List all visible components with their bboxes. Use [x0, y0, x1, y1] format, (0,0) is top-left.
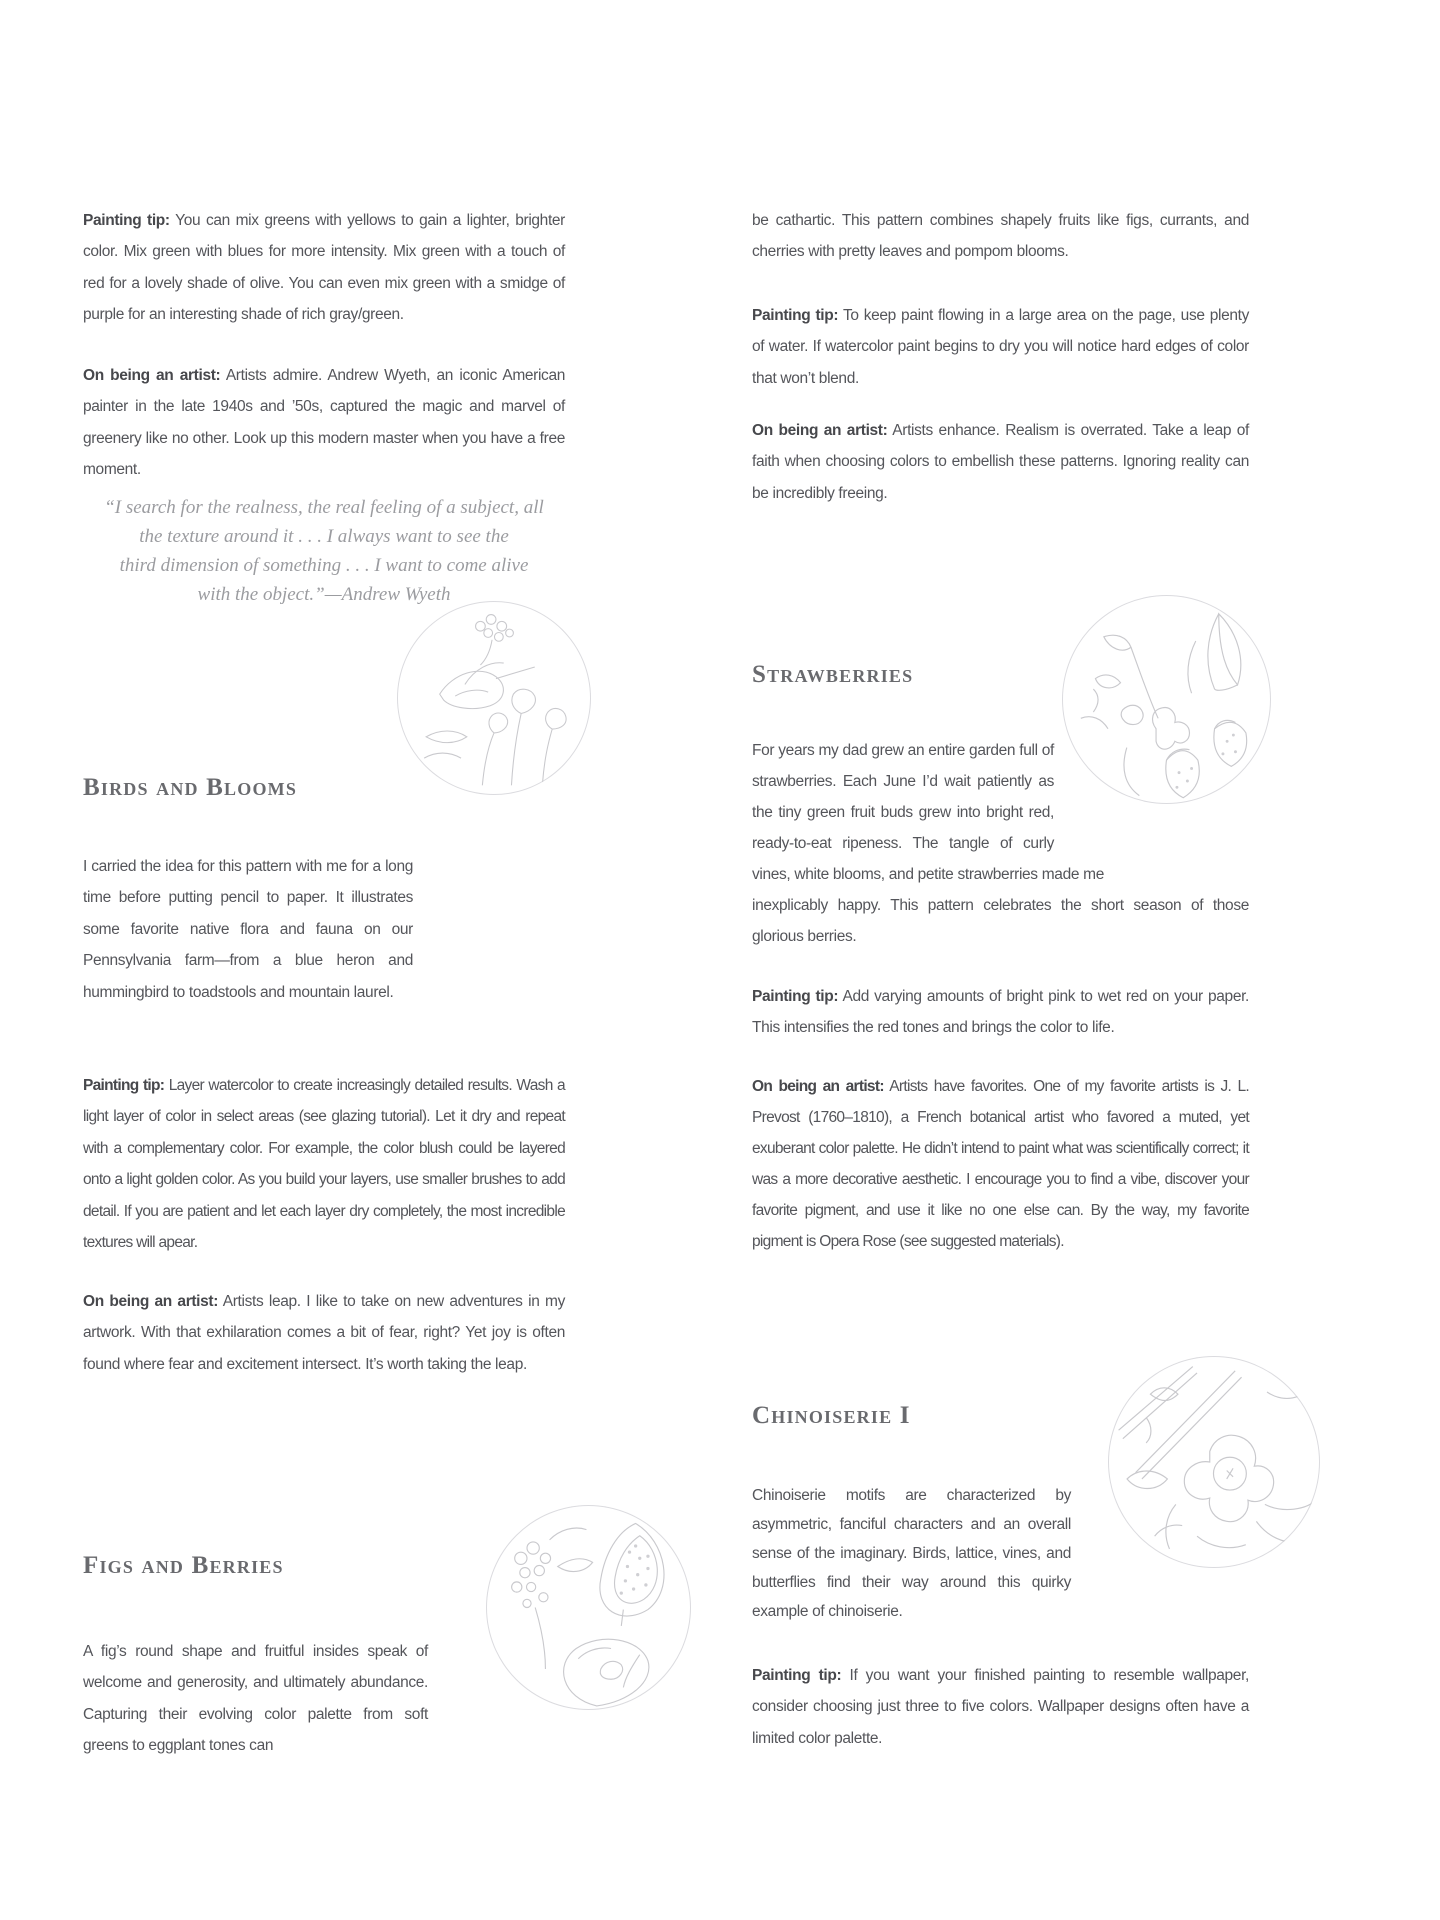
- fig-berries-line-art: [486, 1505, 691, 1710]
- painting-tip-greens-text: You can mix greens with yellows to gain a lighter, brighter color. Mix green with blues for more intensity. Mix green with a touch of red for a lovely shade of olive. You can even mix green with a smidge of purple for an interesting shade of rich gray/green.: [83, 211, 565, 323]
- on-being-an-artist-label: On being an artist:: [83, 366, 221, 384]
- chinoiserie-intro-paragraph: [752, 1481, 1249, 1626]
- artist-enhance-text: Artists enhance. Realism is overrated. Take a leap of faith when choosing colors to embellish these patterns. Ignoring reality can be incredibly freeing.: [752, 421, 1250, 502]
- text-wrap-spacer: [1071, 1481, 1249, 1597]
- quote-line: third dimension of something . . . I want to come alive: [119, 555, 529, 576]
- hummingbird-flowers-line-art: [397, 601, 591, 795]
- painting-tip-pink-paragraph: [752, 981, 1249, 1044]
- strawberries-intro-paragraph: [752, 735, 1249, 952]
- artist-favorites-paragraph: [752, 1071, 1249, 1257]
- section-heading-chinoiserie-1: Chinoiserie I: [752, 1401, 911, 1429]
- quote-line: with the object.”—Andrew Wyeth: [197, 584, 451, 605]
- figs-intro-paragraph: [83, 1636, 428, 1762]
- wyeth-quote: [83, 493, 565, 609]
- painting-tip-water-paragraph: [752, 300, 1249, 395]
- section-heading-strawberries: Strawberries: [752, 660, 914, 688]
- chinoiserie-intro-text: Chinoiserie motifs are characterized by asymmetric, fanciful characters and an overall sense of the imaginary. Birds, lattice, vines, and butterflies find their way around this quirky example of chinoiserie.: [752, 1486, 1071, 1620]
- painting-tip-label: Painting tip:: [752, 987, 839, 1005]
- artist-admire-paragraph: [83, 360, 565, 486]
- quote-line: the texture around it . . . I always want to see the: [139, 526, 509, 547]
- text-wrap-spacer: [1054, 735, 1249, 859]
- figs-intro-text: A fig’s round shape and fruitful insides speak of welcome and generosity, and ultimately abundance. Capturing their evolving color palette from soft greens to eggplant tones can: [83, 1642, 428, 1754]
- on-being-an-artist-label: On being an artist:: [752, 1077, 884, 1095]
- painting-tip-pink-text: Add varying amounts of bright pink to wet red on your paper. This intensifies the red tones and brings the color to life.: [752, 987, 1249, 1036]
- section-heading-birds-and-blooms: Birds and Blooms: [83, 773, 298, 801]
- painting-tip-wallpaper-text: If you want your finished painting to resemble wallpaper, consider choosing just three to five colors. Wallpaper designs often have a limited color palette.: [752, 1666, 1249, 1747]
- painting-tip-wallpaper-paragraph: [752, 1660, 1249, 1755]
- on-being-an-artist-label: On being an artist:: [752, 421, 888, 439]
- artist-leap-text: Artists leap. I like to take on new adventures in my artwork. With that exhilaration comes a bit of fear, right? Yet joy is often found where fear and excitement intersect. It’s worth taking the leap.: [83, 1292, 565, 1373]
- painting-tip-layer-text: Layer watercolor to create increasingly detailed results. Wash a light layer of color in select areas (see glazing tutorial). Let it dry and repeat with a complementary color. For example, the color blush could be layered onto a light golden color. As you build your layers, use smaller brushes to add detail. If you are patient and let each layer dry completely, the most incredible textures will apear.: [83, 1076, 565, 1251]
- figs-continued-text: be cathartic. This pattern combines shapely fruits like figs, currants, and cherries with pretty leaves and pompom blooms.: [752, 211, 1249, 260]
- painting-tip-label: Painting tip:: [752, 1666, 842, 1684]
- birds-and-blooms-illustration: [397, 601, 591, 795]
- text-wrap-spacer: [413, 851, 565, 979]
- quote-line: “I search for the realness, the real feeling of a subject, all: [104, 497, 544, 518]
- text-wrap-spacer: [1104, 859, 1249, 890]
- painting-tip-layer-paragraph: [83, 1070, 565, 1259]
- painting-tip-greens-paragraph: [83, 205, 565, 331]
- figs-continued-paragraph: [752, 205, 1249, 268]
- artist-enhance-paragraph: [752, 415, 1249, 510]
- text-wrap-spacer: [507, 979, 565, 1011]
- painting-tip-water-text: To keep paint flowing in a large area on the page, use plenty of water. If watercolor paint begins to dry you will notice hard edges of color that won’t blend.: [752, 306, 1249, 387]
- strawberries-intro-text: For years my dad grew an entire garden full of strawberries. Each June I’d wait patiently as the tiny green fruit buds grew into bright red, ready-to-eat ripeness. The tangle of curly vines, white blooms, and petite strawberries made me inexplicably happy. This pattern celebrates the short season of those glorious berries.: [752, 741, 1249, 945]
- figs-and-berries-illustration: [486, 1505, 691, 1710]
- artist-admire-text: Artists admire. Andrew Wyeth, an iconic American painter in the late 1940s and ’50s, captured the magic and marvel of greenery like no other. Look up this modern master when you have a free moment.: [83, 366, 565, 478]
- artist-favorites-text: Artists have favorites. One of my favorite artists is J. L. Prevost (1760–1810), a French botanical artist who favored a muted, yet exuberant color palette. He didn’t intend to paint what was scientifically correct; it was a more decorative aesthetic. I encourage you to find a vibe, discover your favorite pigment, and use it like no one else can. By the way, my favorite pigment is Opera Rose (see suggested materials).: [752, 1077, 1249, 1250]
- painting-tip-label: Painting tip:: [83, 211, 170, 229]
- artist-leap-paragraph: [83, 1286, 565, 1381]
- birds-intro-paragraph: [83, 851, 565, 1011]
- section-heading-figs-and-berries: Figs and Berries: [83, 1551, 284, 1579]
- birds-intro-text: I carried the idea for this pattern with me for a long time before putting pencil to paper. It illustrates some favorite native flora and fauna on our Pennsylvania farm—from a blue heron and hummingbird to toadstools and mountain laurel.: [83, 857, 413, 1001]
- on-being-an-artist-label: On being an artist:: [83, 1292, 219, 1310]
- painting-tip-label: Painting tip:: [83, 1076, 165, 1094]
- painting-tip-label: Painting tip:: [752, 306, 839, 324]
